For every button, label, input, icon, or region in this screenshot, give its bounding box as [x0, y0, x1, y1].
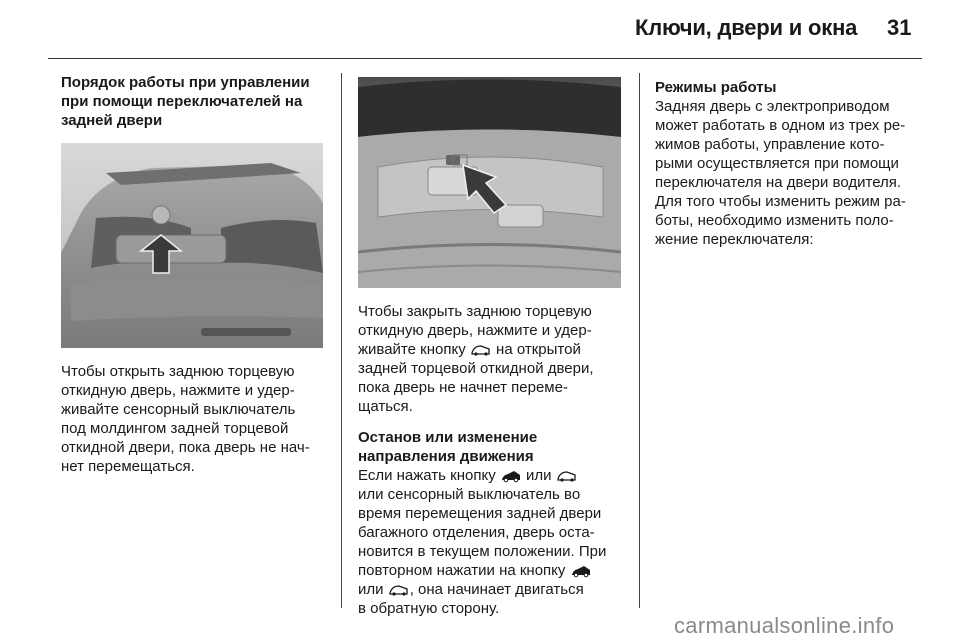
text-line: багажного отделения, дверь оста-	[358, 524, 595, 541]
text-line: нет перемещаться.	[61, 458, 195, 475]
text-line: под молдингом задней торцевой	[61, 420, 289, 437]
text-line: в обратную сторону.	[358, 600, 500, 617]
column-divider-right	[639, 73, 640, 608]
tailgate-close-icon	[470, 343, 492, 357]
text-line: новится в текущем положении. При	[358, 543, 607, 560]
page-header	[0, 0, 960, 60]
page-number: 31	[887, 15, 912, 40]
text-line: на открытой	[496, 341, 581, 358]
section-heading-switch-operation	[61, 73, 333, 130]
photo-car-rear-tailgate	[61, 143, 323, 348]
tailgate-close-icon	[388, 583, 410, 597]
text-line: живайте кнопку	[358, 341, 466, 358]
heading-line: Порядок работы при управлении	[61, 74, 310, 91]
section-heading-operating-modes: Режимы работы	[655, 79, 777, 96]
heading-line: Останов или изменение	[358, 429, 538, 446]
column-2-text	[358, 302, 633, 618]
text-line: откидную дверь, нажмите и удер-	[358, 322, 592, 339]
paragraph-open-tailgate	[61, 362, 333, 476]
heading-line: при помощи переключателей на	[61, 93, 303, 110]
text-line: или сенсорный выключатель во	[358, 486, 581, 503]
heading-line: задней двери	[61, 112, 163, 129]
paragraph-close-tailgate	[358, 302, 633, 416]
section-heading-stop-reverse	[358, 428, 633, 466]
header-rule	[48, 58, 922, 59]
text-line: боты, необходимо изменить поло-	[655, 212, 894, 229]
heading-line: направления движения	[358, 448, 534, 465]
text-line: Для того чтобы изменить режим ра-	[655, 193, 906, 210]
text-line: откидную дверь, нажмите и удер-	[61, 382, 295, 399]
column-3	[655, 78, 925, 249]
page-title: Ключи, двери и окна	[635, 15, 858, 40]
text-line: может работать в одном из трех ре-	[655, 117, 906, 134]
photo-tailgate-close-button	[358, 77, 621, 288]
text-line: переключателя на двери водителя.	[655, 174, 902, 191]
text-line: живайте сенсорный выключатель	[61, 401, 296, 418]
text-line: Чтобы открыть заднюю торцевую	[61, 363, 295, 380]
paragraph-operating-modes	[655, 97, 925, 249]
text-line: Чтобы закрыть заднюю торцевую	[358, 303, 592, 320]
text-line: повторном нажатии на кнопку	[358, 562, 566, 579]
text-line: жимов работы, управление кото-	[655, 136, 885, 153]
text-line: время перемещения задней двери	[358, 505, 602, 522]
text-line: , она начинает двигаться	[409, 581, 584, 598]
column-1-text	[61, 362, 333, 476]
column-divider-left	[341, 73, 342, 608]
text-line: откидной двери, пока дверь не нач-	[61, 439, 310, 456]
text-line: Задняя дверь с электроприводом	[655, 98, 890, 115]
text-line: пока дверь не начнет переме-	[358, 379, 568, 396]
tailgate-open-icon	[570, 564, 592, 578]
tailgate-open-icon	[500, 469, 522, 483]
paragraph-stop-reverse	[358, 466, 633, 618]
text-line: или	[358, 581, 384, 598]
text-line: щаться.	[358, 398, 413, 415]
text-line: рыми осуществляется при помощи	[655, 155, 899, 172]
column-1	[61, 73, 333, 130]
text-line: жение переключателя:	[655, 231, 814, 248]
text-line: или	[526, 467, 552, 484]
text-line: задней торцевой откидной двери,	[358, 360, 594, 377]
text-line: Если нажать кнопку	[358, 467, 496, 484]
watermark-text: carmanualsonline.info	[674, 613, 895, 638]
tailgate-close-icon	[556, 469, 578, 483]
